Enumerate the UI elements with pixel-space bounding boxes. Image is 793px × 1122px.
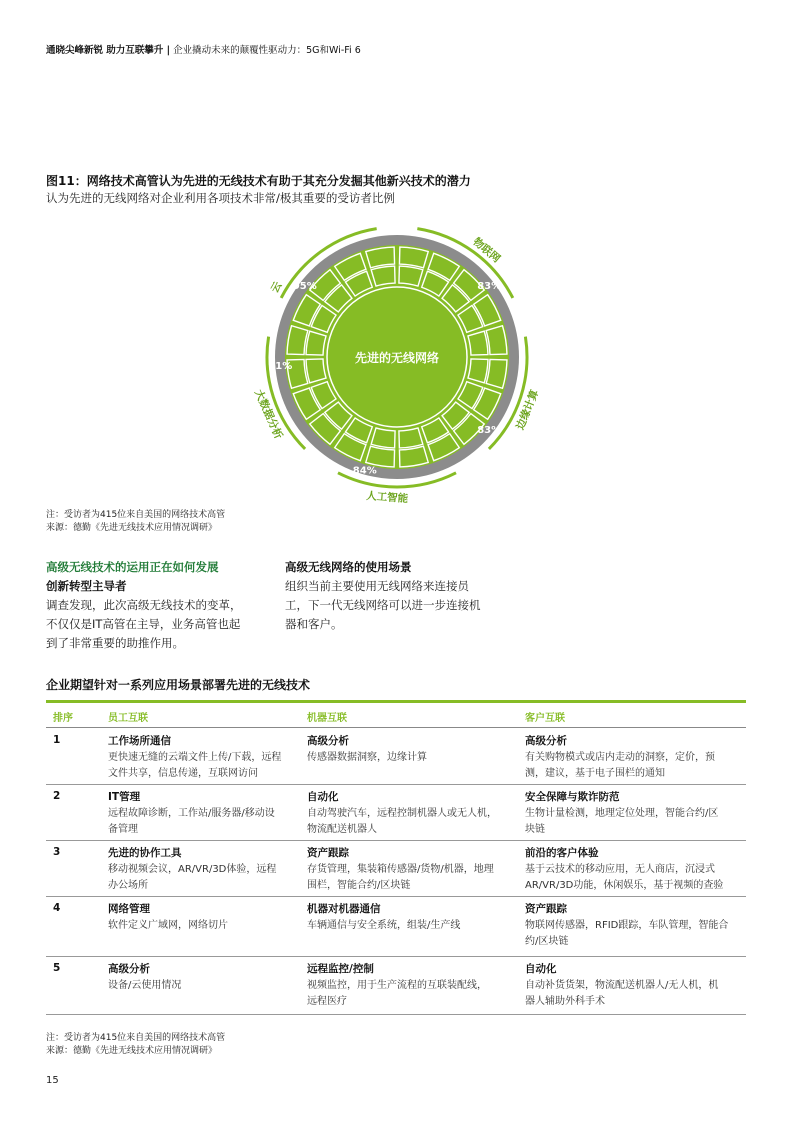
table-top-rule xyxy=(46,700,746,703)
chart-tile xyxy=(366,446,395,467)
cell-title: 前沿的客户体验 xyxy=(525,847,599,859)
cell-line: 设备/云使用情况 xyxy=(108,980,182,991)
row-2-employee xyxy=(108,789,304,838)
table-note: 注：受访者为415位来自美国的网络技术高管 xyxy=(46,1033,226,1043)
row-3-employee xyxy=(108,845,304,894)
cell-line: 有关购物模式或店内走动的洞察，定价，预 xyxy=(525,752,715,763)
figure-title: 图11：网络技术高管认为先进的无线技术有助于其充分发掘其他新兴技术的潜力 xyxy=(46,174,471,188)
row-4-employee xyxy=(108,901,304,934)
cell-line: 移动视频会议，AR/VR/3D体验，远程 xyxy=(108,864,277,875)
row-2-customer xyxy=(525,789,745,838)
chart-tile xyxy=(468,331,488,355)
radial-chart xyxy=(0,0,793,520)
cell-title: 网络管理 xyxy=(108,903,150,915)
cell-title: 资产跟踪 xyxy=(307,847,349,859)
table-source: 来源：德勤《先进无线技术应用情况调研》 xyxy=(46,1046,218,1056)
value-label: 83% xyxy=(477,280,502,292)
cell-line: 软件定义广域网，网络切片 xyxy=(108,920,228,931)
cell-title: 远程监控/控制 xyxy=(307,963,374,975)
cell-line: 围栏，智能合约/区块链 xyxy=(307,880,411,891)
row-divider xyxy=(46,896,746,897)
chart-tile xyxy=(306,331,326,355)
left-column xyxy=(46,558,271,653)
row-4-machine xyxy=(307,901,522,934)
chart-tile xyxy=(399,247,428,268)
table-title: 企业期望针对一系列应用场景部署先进的无线技术 xyxy=(46,678,311,692)
right-heading: 高级无线网络的使用场景 xyxy=(285,560,412,574)
row-4-customer xyxy=(525,901,745,950)
figure-note: 注：受访者为415位来自美国的网络技术高管 xyxy=(46,510,226,520)
cell-line: 块链 xyxy=(525,824,545,835)
chart-tile xyxy=(486,359,507,388)
row-2-rank: 2 xyxy=(53,790,61,802)
category-label: 边缘计算 xyxy=(514,388,542,432)
cell-title: 自动化 xyxy=(525,963,557,975)
row-5-customer xyxy=(525,961,745,1010)
chart-tile xyxy=(371,266,395,286)
cell-title: 资产跟踪 xyxy=(525,903,567,915)
cell-title: 工作场所通信 xyxy=(108,735,171,747)
header-customer: 客户互联 xyxy=(525,713,565,724)
cell-title: 先进的协作工具 xyxy=(108,847,182,859)
row-1-machine xyxy=(307,733,522,766)
header-machine: 机器互联 xyxy=(307,713,347,724)
row-1-rank: 1 xyxy=(53,734,61,746)
cell-line: 车辆通信与安全系统，组装/生产线 xyxy=(307,920,461,931)
cell-line: 物流配送机器人 xyxy=(307,824,377,835)
figure-subtitle: 认为先进的无线网络对企业利用各项技术非常/极其重要的受访者比例 xyxy=(46,191,395,205)
cell-line: 文件共享，信息传递，互联网访问 xyxy=(108,768,258,779)
cell-line: 办公场所 xyxy=(108,880,148,891)
category-label: 云 xyxy=(268,279,285,296)
right-column xyxy=(285,558,515,634)
left-heading: 高级无线技术的运用正在如何发展 xyxy=(46,560,219,574)
chart-tile xyxy=(306,359,326,383)
cell-line: 传感器数据洞察，边缘计算 xyxy=(307,752,427,763)
header-bold: 通晓尖峰新锐 助力互联攀升 | xyxy=(46,45,171,56)
category-label: 人工智能 xyxy=(365,490,409,506)
cell-line: 远程故障诊断，工作站/服务器/移动设 xyxy=(108,808,275,819)
chart-tile xyxy=(399,446,428,467)
header-rank: 排序 xyxy=(53,713,73,724)
cell-line: 远程医疗 xyxy=(307,996,347,1007)
row-divider xyxy=(46,1014,746,1015)
left-line-2: 不仅仅是IT高管在主导，业务高管也起 xyxy=(46,617,241,631)
cell-title: 安全保障与欺诈防范 xyxy=(525,791,620,803)
cell-line: 备管理 xyxy=(108,824,138,835)
figure-source: 来源：德勤《先进无线技术应用情况调研》 xyxy=(46,523,218,533)
row-5-employee xyxy=(108,961,304,994)
cell-line: 自动驾驶汽车，远程控制机器人或无人机， xyxy=(307,808,497,819)
cell-line: 自动补货货架，物流配送机器人/无人机，机 xyxy=(525,980,719,991)
row-1-customer xyxy=(525,733,745,782)
value-label: 95% xyxy=(292,280,317,292)
cell-line: AR/VR/3D功能，休闲娱乐，基于视频的查验 xyxy=(525,880,724,891)
cell-title: 自动化 xyxy=(307,791,339,803)
header-rest: 企业撬动未来的颠覆性驱动力：5G和Wi-Fi 6 xyxy=(170,45,361,56)
cell-title: 机器对机器通信 xyxy=(307,903,381,915)
chart-tile xyxy=(366,247,395,268)
cell-line: 器人辅助外科手术 xyxy=(525,996,605,1007)
row-5-machine xyxy=(307,961,522,1010)
left-line-1: 调查发现，此次高级无线技术的变革， xyxy=(46,598,242,612)
category-label: 大数据分析 xyxy=(252,387,285,441)
cell-line: 约/区块链 xyxy=(525,936,569,947)
row-1-employee xyxy=(108,733,304,782)
cell-line: 测，建议，基于电子围栏的通知 xyxy=(525,768,665,779)
row-3-machine xyxy=(307,845,522,894)
cell-line: 物联网传感器，RFID跟踪，车队管理，智能合 xyxy=(525,920,729,931)
cell-title: IT管理 xyxy=(108,791,141,803)
cell-title: 高级分析 xyxy=(307,735,349,747)
chart-tile xyxy=(399,428,423,448)
left-line-3: 到了非常重要的助推作用。 xyxy=(46,636,184,650)
cell-line: 视频监控，用于生产流程的互联装配线， xyxy=(307,980,487,991)
row-2-machine xyxy=(307,789,522,838)
cell-line: 存货管理，集装箱传感器/货物/机器，地理 xyxy=(307,864,494,875)
row-divider xyxy=(46,840,746,841)
value-label: 91% xyxy=(268,361,293,373)
page-number: 15 xyxy=(46,1075,59,1086)
left-subheading: 创新转型主导者 xyxy=(46,579,127,593)
center-label: 先进的无线网络 xyxy=(354,351,440,365)
chart-tile xyxy=(468,359,488,383)
row-5-rank: 5 xyxy=(53,962,61,974)
value-label: 83% xyxy=(477,425,502,437)
category-label: 物联网 xyxy=(470,235,503,266)
cell-title: 高级分析 xyxy=(525,735,567,747)
chart-tile xyxy=(486,326,507,355)
cell-line: 基于云技术的移动应用，无人商店，沉浸式 xyxy=(525,864,715,875)
value-label: 84% xyxy=(352,465,377,477)
chart-tile xyxy=(399,266,423,286)
right-line-3: 器和客户。 xyxy=(285,617,343,631)
cell-title: 高级分析 xyxy=(108,963,150,975)
row-4-rank: 4 xyxy=(53,902,61,914)
chart-tile xyxy=(287,326,308,355)
row-3-customer xyxy=(525,845,745,894)
right-line-2: 工，下一代无线网络可以进一步连接机 xyxy=(285,598,481,612)
row-divider xyxy=(46,956,746,957)
header-employee: 员工互联 xyxy=(108,713,148,724)
right-line-1: 组织当前主要使用无线网络来连接员 xyxy=(285,579,469,593)
cell-line: 更快速无缝的云端文件上传/下载，远程 xyxy=(108,752,282,763)
row-divider xyxy=(46,784,746,785)
table-header-rule xyxy=(46,727,746,728)
cell-line: 生物计量检测，地理定位处理，智能合约/区 xyxy=(525,808,719,819)
chart-tile xyxy=(371,428,395,448)
row-3-rank: 3 xyxy=(53,846,61,858)
